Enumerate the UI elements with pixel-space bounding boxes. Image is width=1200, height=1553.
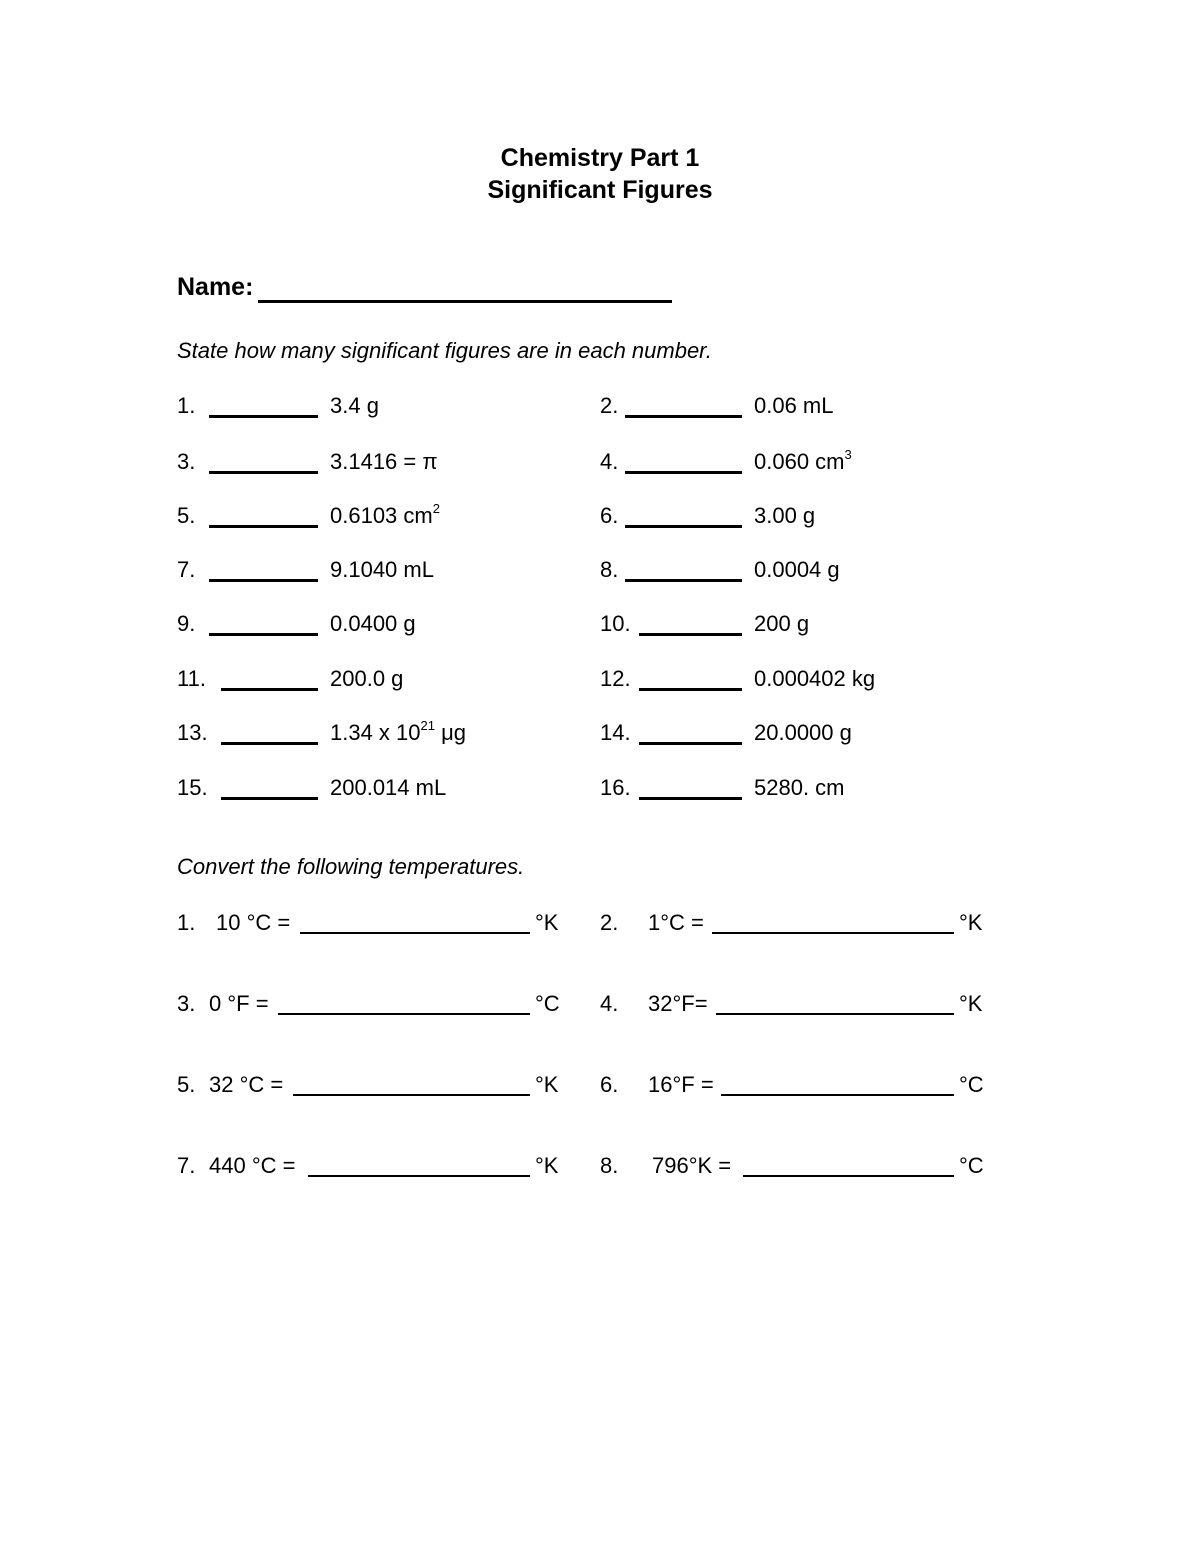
superscript: 3 <box>844 447 852 462</box>
item-number: 12. <box>600 666 631 691</box>
superscript: 21 <box>420 718 435 733</box>
item-number: 3. <box>177 449 196 474</box>
measurement-value <box>754 720 852 746</box>
measurement-value <box>330 557 434 583</box>
item-number: 1. <box>177 910 196 935</box>
target-unit: °K <box>535 1072 559 1097</box>
answer-line[interactable] <box>278 1013 530 1015</box>
answer-blank[interactable] <box>221 742 318 745</box>
answer-blank[interactable] <box>639 797 742 800</box>
measurement-text: 0.000402 kg <box>754 666 876 691</box>
item-number: 10. <box>600 611 631 636</box>
measurement-value <box>330 775 446 801</box>
measurement-value <box>754 503 815 529</box>
item-number: 5. <box>177 1072 196 1097</box>
measurement-value <box>754 557 840 583</box>
item-number: 4. <box>600 991 619 1016</box>
answer-blank[interactable] <box>209 579 318 582</box>
measurement-text: 200.0 g <box>330 666 404 691</box>
measurement-value <box>330 611 416 637</box>
item-number: 6. <box>600 1072 619 1097</box>
target-unit: °K <box>535 910 559 935</box>
target-unit: °C <box>959 1072 984 1097</box>
measurement-text: 0.060 cm <box>754 449 845 474</box>
page-subtitle: Significant Figures <box>487 176 713 204</box>
answer-line[interactable] <box>293 1094 530 1096</box>
measurement-text: 200 g <box>754 611 810 636</box>
item-number: 16. <box>600 775 631 800</box>
temperature-expression: 1°C = <box>648 910 704 935</box>
measurement-text: 9.1040 mL <box>330 557 434 582</box>
temperature-instruction: Convert the following temperatures. <box>177 854 525 879</box>
answer-line[interactable] <box>308 1175 530 1177</box>
answer-line[interactable] <box>743 1175 954 1177</box>
temperature-expression: 796°K = <box>652 1153 732 1178</box>
measurement-text: 200.014 mL <box>330 775 447 800</box>
answer-blank[interactable] <box>639 742 742 745</box>
item-number: 14. <box>600 720 631 745</box>
item-number: 9. <box>177 611 196 636</box>
measurement-text: 3.1416 = π <box>330 449 438 474</box>
answer-blank[interactable] <box>639 688 742 691</box>
answer-blank[interactable] <box>209 633 318 636</box>
item-number: 3. <box>177 991 196 1016</box>
measurement-text: 0.6103 cm <box>330 503 433 528</box>
answer-blank[interactable] <box>625 471 742 474</box>
measurement-text: 3.4 g <box>330 393 379 418</box>
target-unit: °K <box>959 910 983 935</box>
item-number: 8. <box>600 557 619 582</box>
item-number: 7. <box>177 557 196 582</box>
item-number: 13. <box>177 720 208 745</box>
measurement-value <box>330 449 438 475</box>
item-number: 7. <box>177 1153 196 1178</box>
answer-blank[interactable] <box>221 688 318 691</box>
temperature-expression: 10 °C = <box>216 910 291 935</box>
measurement-text: 3.00 g <box>754 503 816 528</box>
item-number: 2. <box>600 393 619 418</box>
target-unit: °K <box>535 1153 559 1178</box>
target-unit: °K <box>959 991 983 1016</box>
measurement-value <box>754 393 834 419</box>
measurement-value <box>330 666 403 692</box>
item-number: 6. <box>600 503 619 528</box>
item-number: 5. <box>177 503 196 528</box>
temperature-expression: 440 °C = <box>209 1153 296 1178</box>
answer-line[interactable] <box>712 932 954 934</box>
answer-blank[interactable] <box>221 797 318 800</box>
name-field[interactable] <box>258 300 672 303</box>
measurement-value <box>754 666 875 692</box>
answer-line[interactable] <box>721 1094 954 1096</box>
item-number: 4. <box>600 449 619 474</box>
superscript: 2 <box>432 501 440 516</box>
item-number: 15. <box>177 775 208 800</box>
measurement-text: 20.0000 g <box>754 720 852 745</box>
answer-blank[interactable] <box>625 525 742 528</box>
measurement-text: 0.06 mL <box>754 393 834 418</box>
temperature-expression: 0 °F = <box>209 991 269 1016</box>
item-number: 8. <box>600 1153 619 1178</box>
answer-blank[interactable] <box>209 471 318 474</box>
measurement-value <box>754 611 809 637</box>
measurement-value <box>754 449 852 475</box>
temperature-expression: 32 °C = <box>209 1072 284 1097</box>
measurement-text: 5280. cm <box>754 775 845 800</box>
measurement-text: 0.0400 g <box>330 611 416 636</box>
answer-line[interactable] <box>300 932 530 934</box>
item-number: 11. <box>177 666 206 691</box>
temperature-expression: 16°F = <box>648 1072 714 1097</box>
temperature-expression: 32°F= <box>648 991 708 1016</box>
answer-blank[interactable] <box>625 579 742 582</box>
item-number: 2. <box>600 910 619 935</box>
target-unit: °C <box>535 991 560 1016</box>
page-title: Chemistry Part 1 <box>500 144 700 172</box>
measurement-text: 1.34 x 10 <box>330 720 421 745</box>
measurement-value <box>330 393 379 419</box>
sig-figs-instruction: State how many significant figures are in each number. <box>177 338 712 363</box>
item-number: 1. <box>177 393 196 418</box>
name-label: Name: <box>177 273 254 301</box>
answer-blank[interactable] <box>625 415 742 418</box>
measurement-value <box>330 503 440 529</box>
measurement-value <box>330 720 466 746</box>
answer-blank[interactable] <box>209 415 318 418</box>
target-unit: °C <box>959 1153 984 1178</box>
measurement-value <box>754 775 845 801</box>
answer-blank[interactable] <box>639 633 742 636</box>
answer-line[interactable] <box>716 1013 954 1015</box>
measurement-text: 0.0004 g <box>754 557 840 582</box>
answer-blank[interactable] <box>209 525 318 528</box>
measurement-unit: μg <box>434 720 467 745</box>
